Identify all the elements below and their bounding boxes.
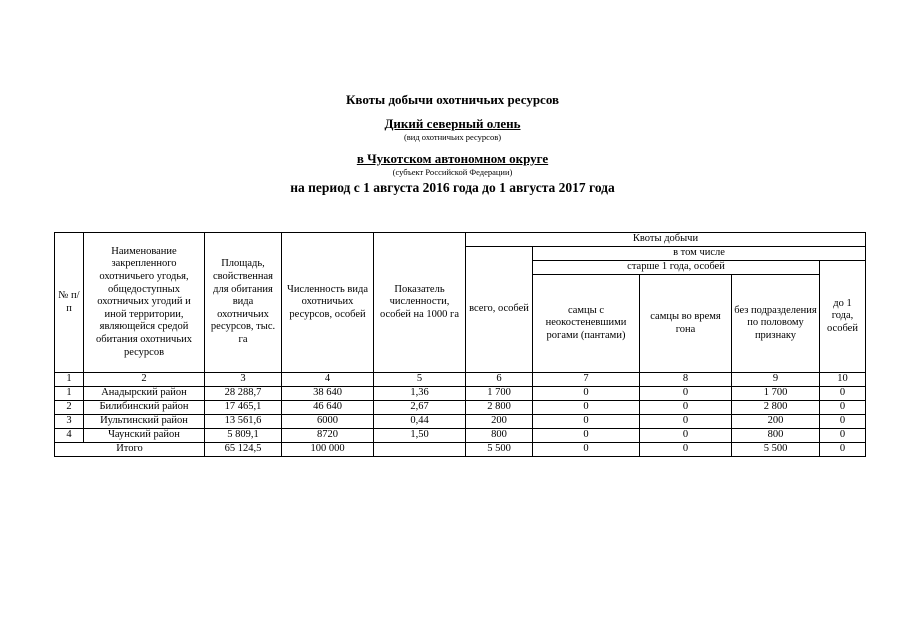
column-number: 2: [84, 373, 205, 387]
region-caption: (субъект Российской Федерации): [392, 167, 513, 177]
header-density: Показатель численности, особей на 1000 га: [374, 233, 466, 373]
document-title: Квоты добычи охотничьих ресурсов: [345, 92, 560, 107]
header-males-antlers: самцы с неокостеневшими рогами (пантами): [533, 275, 640, 373]
no-sex-value: 200: [732, 414, 820, 428]
row-number: 2: [55, 400, 84, 414]
total-under-one-value: 0: [820, 442, 866, 456]
under-one-value: 0: [820, 386, 866, 400]
area-value: 5 809,1: [205, 428, 282, 442]
row-number: 1: [55, 386, 84, 400]
quota-total-value: 2 800: [466, 400, 533, 414]
row-number: 4: [55, 428, 84, 442]
column-number: 3: [205, 373, 282, 387]
total-density-value: [374, 442, 466, 456]
no-sex-value: 2 800: [732, 400, 820, 414]
header-including: в том числе: [533, 247, 866, 261]
total-males-antlers-value: 0: [533, 442, 640, 456]
under-one-value: 0: [820, 414, 866, 428]
quota-table: [54, 232, 866, 457]
column-number: 10: [820, 373, 866, 387]
column-number: 8: [640, 373, 732, 387]
row-number: 3: [55, 414, 84, 428]
species-caption: (вид охотничьих ресурсов): [403, 132, 502, 142]
under-one-value: 0: [820, 428, 866, 442]
area-value: 17 465,1: [205, 400, 282, 414]
species-name: Дикий северный олень: [384, 116, 521, 131]
header-quota-group: Квоты добычи: [466, 233, 866, 247]
total-row: [55, 442, 866, 456]
table-row: [55, 428, 866, 442]
males-rut-value: 0: [640, 400, 732, 414]
header-no-sex: без подразделения по половому признаку: [732, 275, 820, 373]
quota-total-value: 200: [466, 414, 533, 428]
males-rut-value: 0: [640, 428, 732, 442]
header-num: № п/п: [55, 233, 84, 373]
population-value: 46 640: [282, 400, 374, 414]
header-name: Наименование закрепленного охотничьего угодья, общедоступных охотничьих угодий и иной территории, являющейся средой обитания охотничьих ресурсов: [84, 233, 205, 373]
males-antlers-value: 0: [533, 414, 640, 428]
district-name: Анадырский район: [84, 386, 205, 400]
header-total: всего, особей: [466, 247, 533, 373]
header-males-rut: самцы во время гона: [640, 275, 732, 373]
total-area-value: 65 124,5: [205, 442, 282, 456]
quota-total-value: 1 700: [466, 386, 533, 400]
quota-total-value: 800: [466, 428, 533, 442]
header-older: старше 1 года, особей: [533, 261, 820, 275]
total-no-sex-value: 5 500: [732, 442, 820, 456]
district-name: Чаунский район: [84, 428, 205, 442]
total-label: Итого: [55, 442, 205, 456]
under-one-value: 0: [820, 400, 866, 414]
density-value: 1,36: [374, 386, 466, 400]
males-antlers-value: 0: [533, 386, 640, 400]
header-area: Площадь, свойственная для обитания вида охотничьих ресурсов, тыс. га: [205, 233, 282, 373]
males-rut-value: 0: [640, 386, 732, 400]
column-number: 1: [55, 373, 84, 387]
column-number: 6: [466, 373, 533, 387]
table-row: [55, 400, 866, 414]
region-name: в Чукотском автономном округе: [356, 151, 549, 166]
column-number: 7: [533, 373, 640, 387]
density-value: 0,44: [374, 414, 466, 428]
period-line: на период с 1 августа 2016 года до 1 августа 2017 года: [290, 180, 615, 195]
area-value: 28 288,7: [205, 386, 282, 400]
column-number-row: [55, 373, 866, 387]
density-value: 2,67: [374, 400, 466, 414]
population-value: 8720: [282, 428, 374, 442]
column-number: 9: [732, 373, 820, 387]
males-rut-value: 0: [640, 414, 732, 428]
no-sex-value: 800: [732, 428, 820, 442]
district-name: Иультинский район: [84, 414, 205, 428]
area-value: 13 561,6: [205, 414, 282, 428]
header-population: Численность вида охотничьих ресурсов, особей: [282, 233, 374, 373]
district-name: Билибинский район: [84, 400, 205, 414]
population-value: 38 640: [282, 386, 374, 400]
males-antlers-value: 0: [533, 400, 640, 414]
total-population-value: 100 000: [282, 442, 374, 456]
males-antlers-value: 0: [533, 428, 640, 442]
column-number: 4: [282, 373, 374, 387]
total-quota-value: 5 500: [466, 442, 533, 456]
density-value: 1,50: [374, 428, 466, 442]
header-under-one: до 1 года, особей: [820, 261, 866, 373]
table-row: [55, 386, 866, 400]
column-number: 5: [374, 373, 466, 387]
no-sex-value: 1 700: [732, 386, 820, 400]
table-row: [55, 414, 866, 428]
total-males-rut-value: 0: [640, 442, 732, 456]
population-value: 6000: [282, 414, 374, 428]
